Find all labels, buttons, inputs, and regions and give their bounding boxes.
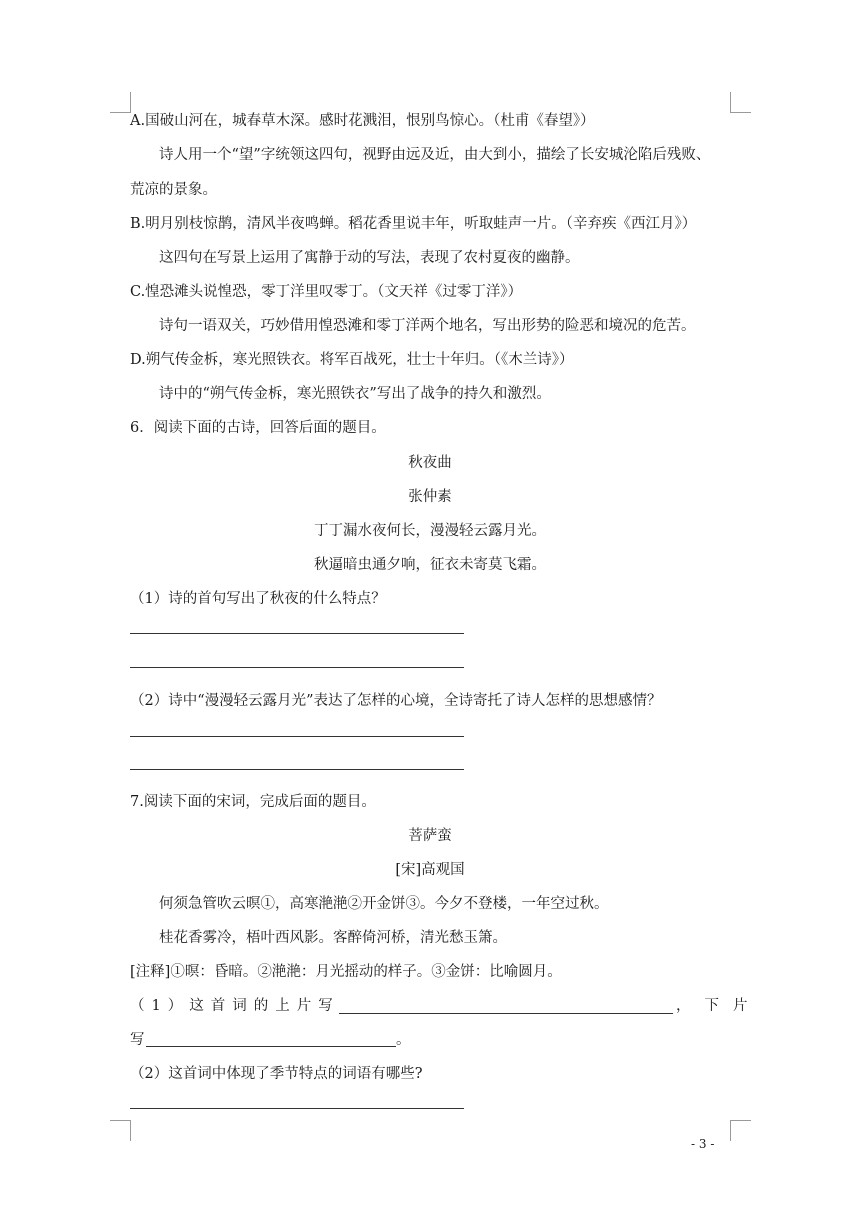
answer-line-6-1a[interactable] <box>130 633 464 634</box>
question-6-prompt: 6．阅读下面的古诗，回答后面的题目。 <box>130 420 386 436</box>
answer-line-7-2[interactable] <box>130 1108 464 1109</box>
crop-mark-top-right <box>730 92 751 113</box>
question-7-poem-title: 菩萨蛮 <box>408 828 452 844</box>
question-6-poem-author: 张仲素 <box>408 489 452 505</box>
option-c-line: C.惶恐滩头说惶恐，零丁洋里叹零丁。（文天祥《过零丁洋》） <box>130 284 523 300</box>
answer-line-6-2a[interactable] <box>130 736 464 737</box>
crop-mark-bottom-right <box>730 1120 751 1141</box>
page-number: - 3 - <box>691 1137 715 1151</box>
question-7-note: [注释]①暝：昏暗。②滟滟：月光摇动的样子。③金饼：比喻圆月。 <box>130 964 562 980</box>
question-7-sub-2: （2）这首词中体现了季节特点的词语有哪些? <box>130 1066 423 1082</box>
question-6-sub-2: （2）诗中“漫漫轻云露月光”表达了怎样的心境，全诗寄托了诗人怎样的思想感情？ <box>130 693 662 709</box>
question-7-sub-1-part-3: 写 <box>130 1032 145 1048</box>
question-6-poem-line-1: 丁丁漏水夜何长，漫漫轻云露月光。 <box>314 523 546 539</box>
question-7-poem-line-2: 桂花香雾冷，梧叶西风影。客醉倚河桥，清光愁玉箫。 <box>159 930 507 946</box>
option-d-analysis: 诗中的“朔气传金柝，寒光照铁衣”写出了战争的持久和激烈。 <box>159 386 551 402</box>
option-a-line: A.国破山河在，城春草木深。感时花溅泪，恨别鸟惊心。（杜甫《春望》） <box>130 113 595 129</box>
question-7-sub-1-part-1: （1）这首词的上片写 <box>130 998 340 1014</box>
option-a-analysis-2: 荒凉的景象。 <box>130 182 217 198</box>
crop-mark-bottom-left <box>110 1120 131 1141</box>
question-6-sub-1: （1）诗的首句写出了秋夜的什么特点？ <box>130 591 386 607</box>
answer-line-6-2b[interactable] <box>130 769 464 770</box>
option-b-analysis: 这四句在写景上运用了寓静于动的写法，表现了农村夏夜的幽静。 <box>159 250 580 266</box>
question-7-prompt: 7.阅读下面的宋词，完成后面的题目。 <box>130 794 376 810</box>
option-d-line: D.朔气传金柝，寒光照铁衣。将军百战死，壮士十年归。（《木兰诗》） <box>130 352 574 368</box>
answer-blank-7-lower[interactable] <box>146 1046 396 1047</box>
question-7-sub-1-part-2: ，下片 <box>676 998 762 1014</box>
question-6-poem-line-2: 秋逼暗虫通夕响，征衣未寄莫飞霜。 <box>314 557 546 573</box>
question-7-poem-line-1: 何须急管吹云暝①，高寒滟滟②开金饼③。今夕不登楼，一年空过秋。 <box>159 896 609 912</box>
question-6-poem-title: 秋夜曲 <box>408 455 452 471</box>
option-a-analysis-1: 诗人用一个“望”字统领这四句，视野由远及近，由大到小，描绘了长安城沦陷后残败、 <box>159 147 711 163</box>
option-b-line: B.明月别枝惊鹊，清风半夜鸣蝉。稻花香里说丰年，听取蛙声一片。（辛弃疾《西江月》） <box>130 216 697 232</box>
option-c-analysis: 诗句一语双关，巧妙借用惶恐滩和零丁洋两个地名，写出形势的险恶和境况的危苦。 <box>159 318 696 334</box>
crop-mark-top-left <box>110 92 131 113</box>
answer-blank-7-upper[interactable] <box>339 1013 673 1014</box>
question-7-sub-1-part-4: 。 <box>396 1032 411 1048</box>
answer-line-6-1b[interactable] <box>130 667 464 668</box>
question-7-poem-author: [宋]高观国 <box>395 862 465 878</box>
